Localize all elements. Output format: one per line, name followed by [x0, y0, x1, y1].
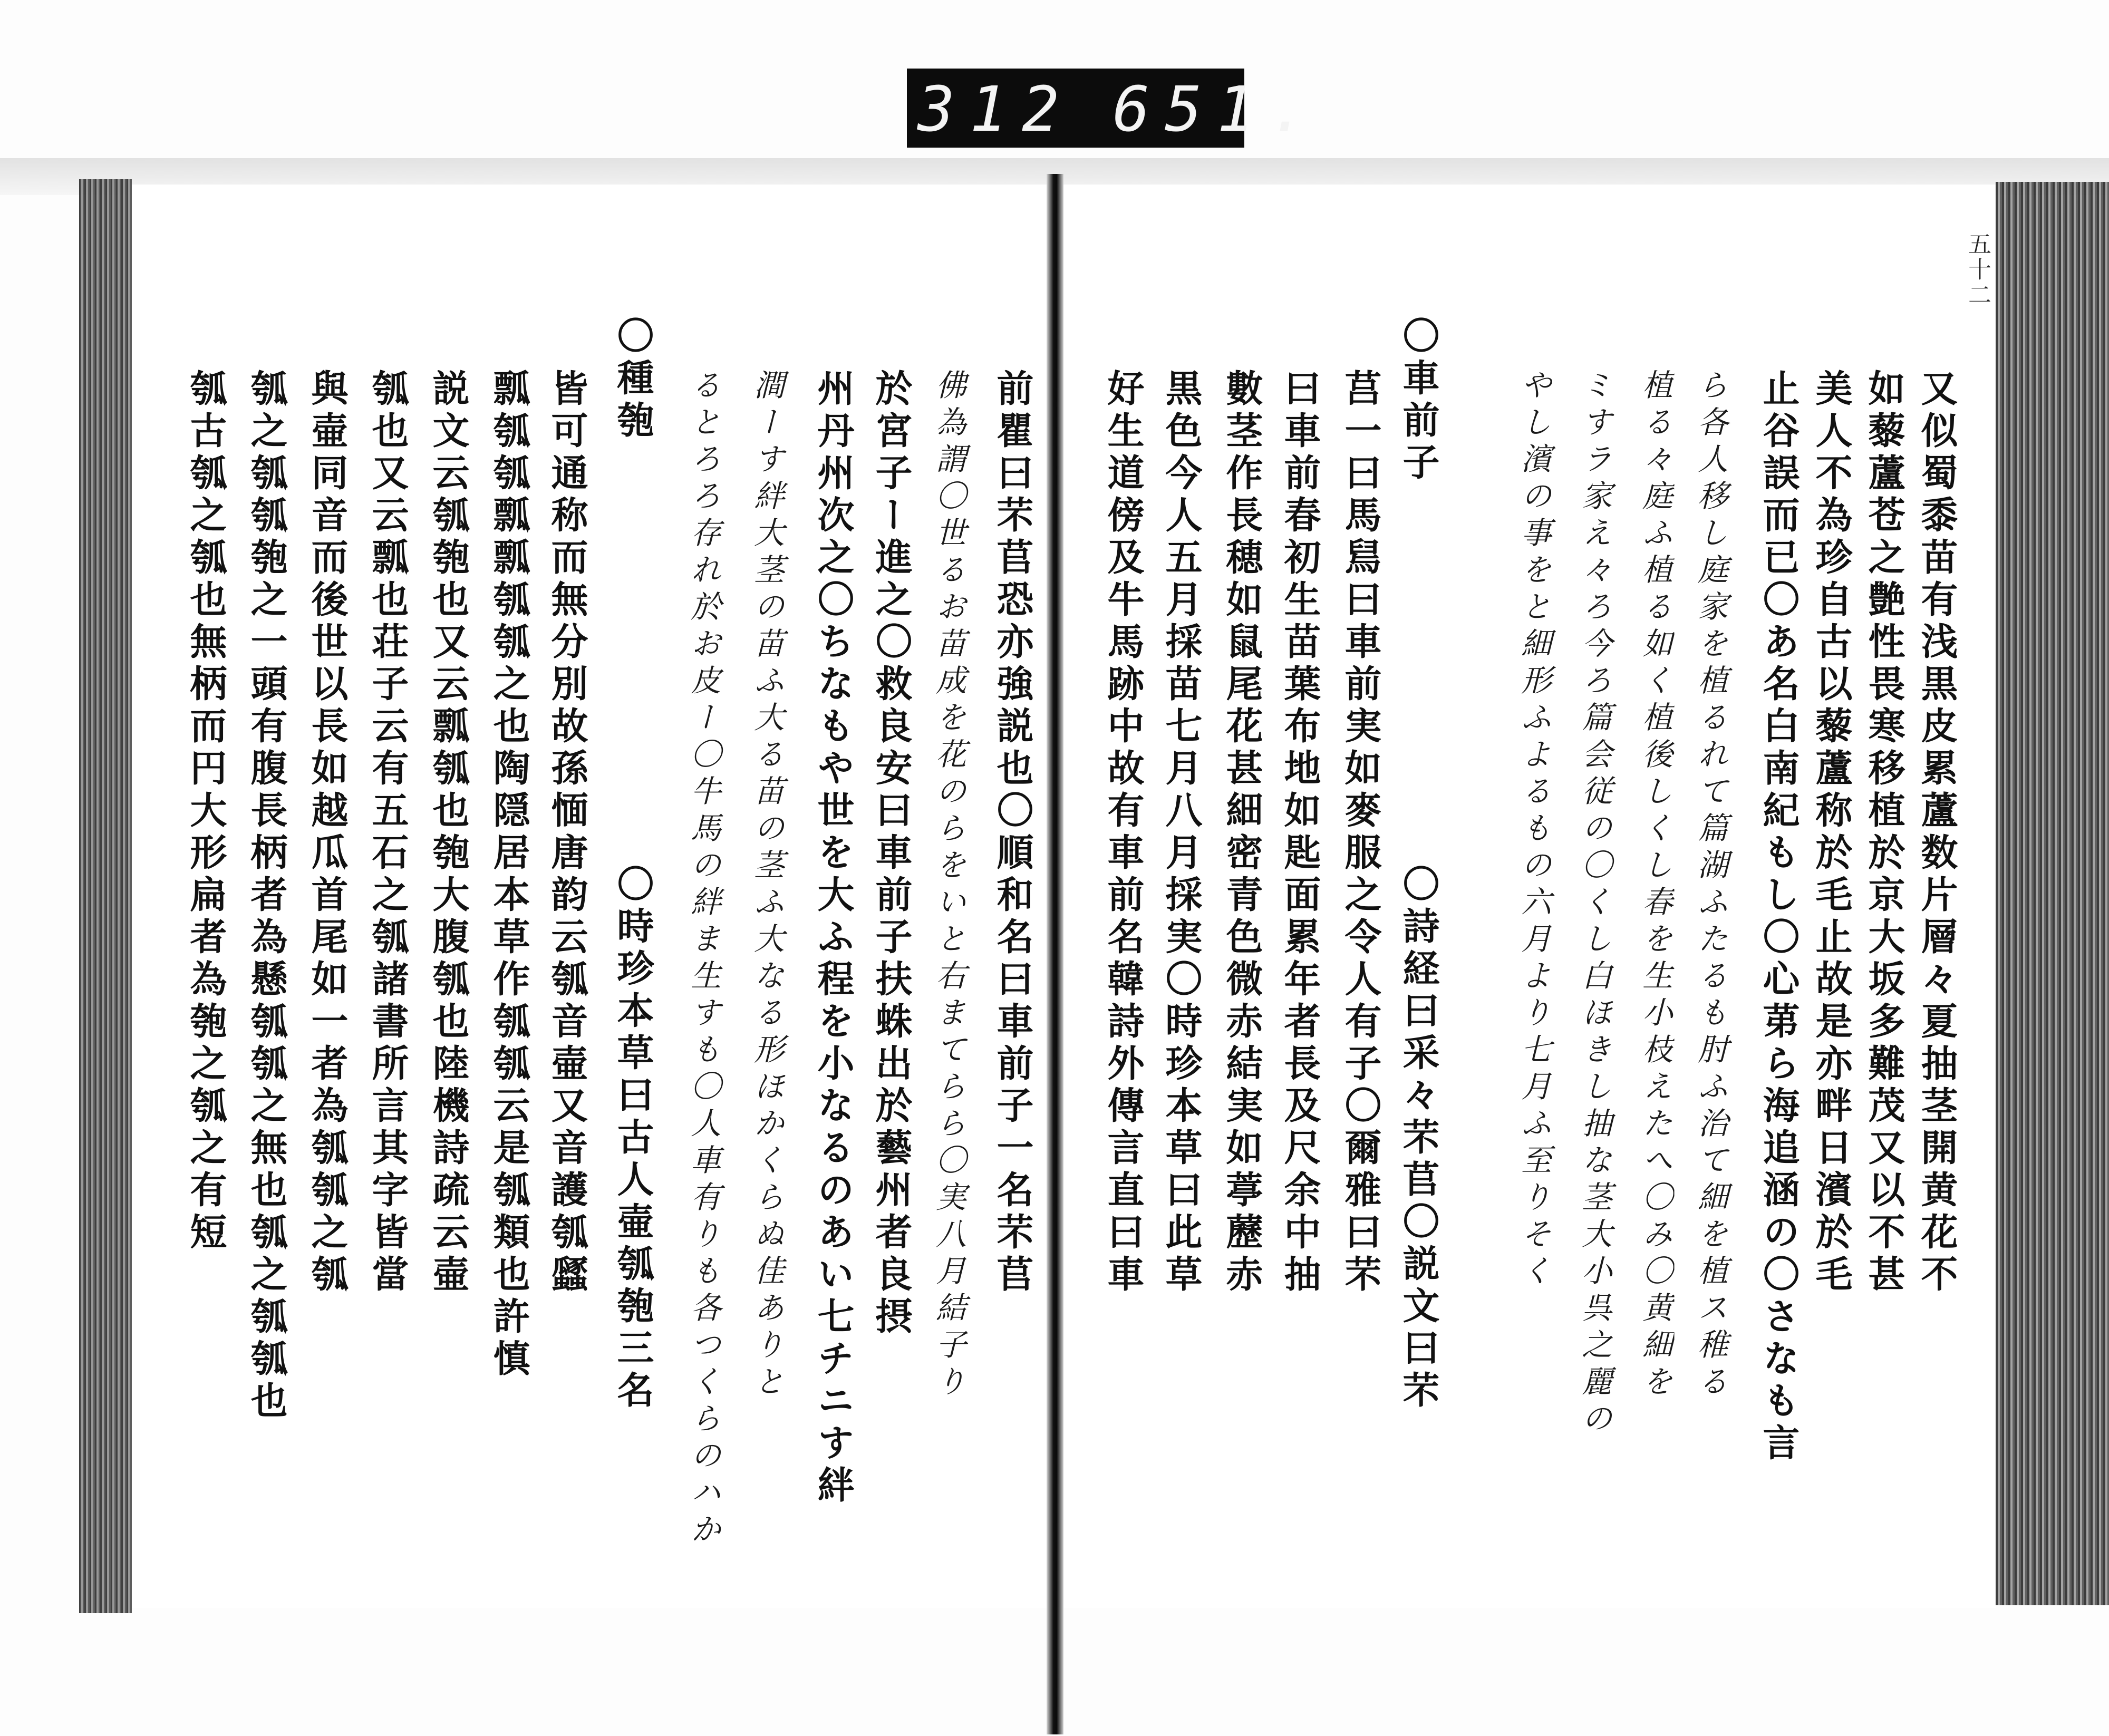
left-col-4: 州丹州次之〇ちなもや世を大ふ程を小なるのあい七チニす絆 [811, 369, 855, 1508]
left-col-8: 皆可通称而無分別故孫愐唐韵云瓠音壷又音護瓠瓥 [545, 369, 589, 1297]
catalog-number-right: 651. [1112, 73, 1322, 146]
book-gutter [1047, 174, 1063, 1734]
left-col-2: 佛為謂〇世るお苗成を花のらをいと右まてらら〇実八月結子り [931, 369, 966, 1402]
catalog-label [907, 69, 1322, 148]
right-page-edge [1996, 182, 2109, 1605]
right-col-10: 莒一曰馬舃曰車前実如麥服之令人有子〇爾雅曰芣 [1339, 369, 1382, 1297]
right-col-6: 植る々庭ふ植る如く植後しくし春を生小枝えたへ〇み〇黄細を [1637, 369, 1673, 1402]
left-page-edge [79, 179, 132, 1613]
right-col-13: 黒色今人五月採苗七月八月採実〇時珍本草曰此草 [1159, 369, 1203, 1297]
left-col-3: 於宮子ー進之〇救良安曰車前子扶蛛出於藝州者良摂 [869, 369, 913, 1339]
right-col-14: 好生道傍及牛馬跡中故有車前名韓詩外傳言直曰車 [1101, 369, 1145, 1297]
left-col-9: 瓢瓠瓠瓢瓢瓠瓠之也陶隠居本草作瓠瓠云是瓠類也許慎 [487, 369, 531, 1381]
left-col-12: 與壷同音而後世以長如越瓜首尾如一者為瓠瓠之瓠 [305, 369, 349, 1297]
right-col-2: 如藜蘆苍之艶性畏寒移植於京大坂多難茂又以不甚 [1862, 369, 1906, 1297]
left-col-1: 前瞿曰芣苢恐亦強説也〇順和名曰車前子一名芣苢 [991, 369, 1034, 1297]
right-col-3: 美人不為珍自古以藜蘆称於毛止故是亦畔日濱於毛 [1810, 369, 1853, 1297]
left-col-5: 澗ーす絆大茎の苗ふ大る苗の茎ふ大なる形ほかくらぬ佳ありと [749, 369, 785, 1402]
right-col-8: やし濱の事をと細形ふよるもの六月より七月ふ至りそく [1516, 369, 1552, 1292]
left-col-6: るとろろ存れ於お皮ー〇牛馬の絆ま生すも〇人車有りも各つくらのハか [685, 369, 721, 1550]
section-heading-shuhou: 〇種匏 [611, 316, 655, 443]
left-col-14: 瓠古瓠之瓠也無柄而円大形扁者為匏之瓠之有短 [184, 369, 228, 1255]
right-col-11: 曰車前春初生苗葉布地如匙面累年者長及尺余中抽 [1278, 369, 1322, 1297]
right-col-4: 止谷誤而已〇あ名白南紀もし〇心苐ら海追涵の〇さなも言 [1757, 369, 1801, 1466]
left-col-13: 瓠之瓠瓠匏之一頭有腹長柄者為懸瓠瓠之無也瓠之瓠瓠也 [245, 369, 288, 1423]
right-col-12: 數茎作長穂如鼠尾花甚細密青色微赤結実如葶藶赤 [1220, 369, 1264, 1297]
right-col-7: ミすラ家え々ろ今ろ篇会従の〇くし白ほきし抽な茎大小呉之麗の [1576, 369, 1612, 1439]
poem-line: 〇詩経曰采々芣苢〇説文曰芣 [1397, 865, 1440, 1413]
page-number: 五十二 [1964, 232, 1991, 308]
section-heading-shazenshi: 〇車前子 [1397, 316, 1440, 485]
right-col-1: 又似蜀黍苗有浅黒皮累蘆数片層々夏抽茎開黄花不 [1915, 369, 1959, 1297]
left-col-11: 瓠也又云瓢也荘子云有五石之瓠諸書所言其字皆當 [366, 369, 410, 1297]
shizhen-line: 〇時珍本草曰古人壷瓠匏三名 [611, 865, 655, 1413]
right-col-5: ら各人移し庭家を植るれて篇湖ふたるも肘ふ治て細を植ス稚る [1692, 369, 1728, 1402]
left-col-10: 説文云瓠匏也又云瓢瓠也匏大腹瓠也陸機詩疏云壷 [427, 369, 470, 1297]
catalog-number-left: 312 [917, 73, 1075, 146]
